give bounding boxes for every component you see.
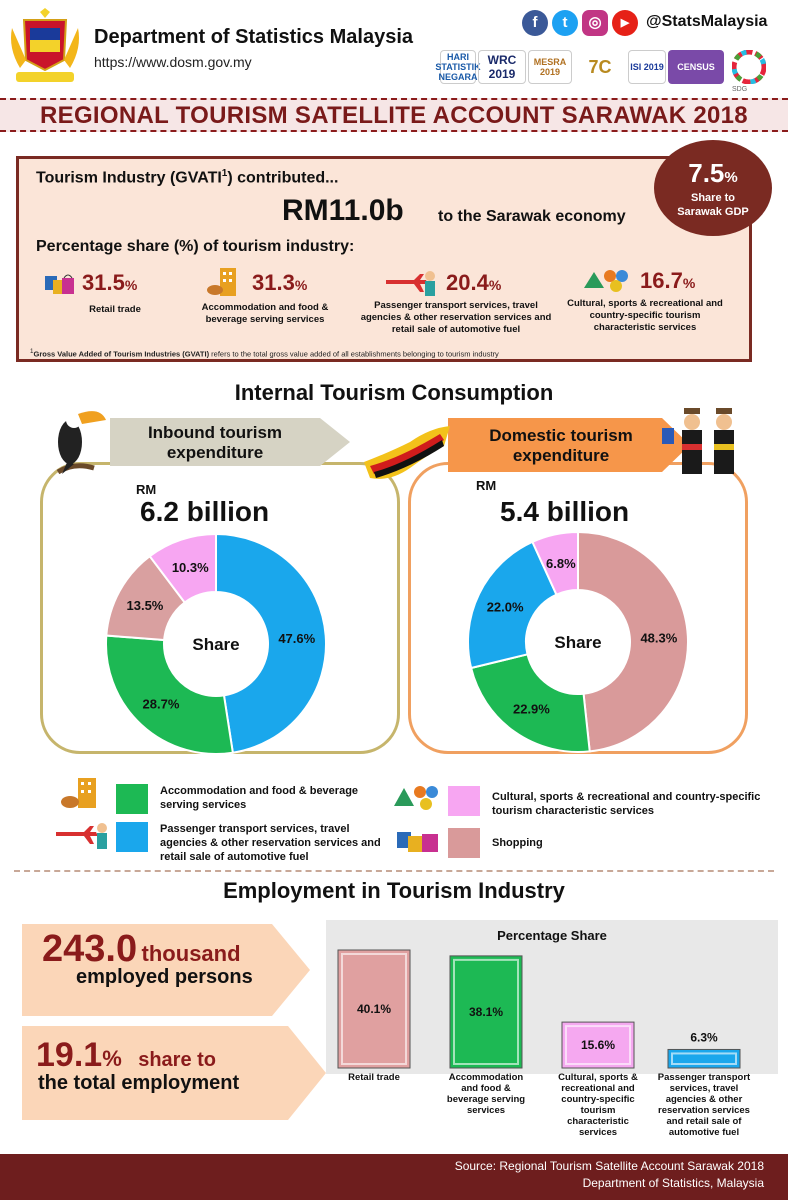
legend-transport: Passenger transport services, travel agencies & other reservation services and retail sale of automotive fuel [160, 823, 381, 863]
census-logo: CENSUS [668, 50, 724, 84]
bar-category-label-1: Accommodation and food & beverage serving services [446, 1072, 526, 1116]
sarawak-map-flag-icon [360, 422, 456, 486]
hotel-food-icon [60, 776, 106, 810]
domestic-rm: RM [476, 478, 497, 493]
inbound-amount: 6.2 billion [140, 496, 270, 527]
gdp-share-badge [654, 140, 772, 236]
employment-share-label: the total employment [38, 1072, 240, 1094]
employed-persons-callout: 243.0 thousand [42, 928, 241, 970]
share-transport-label: Passenger transport services, travel agencies & other reservation services and retail sale of automotive fuel [360, 300, 552, 335]
inbound-center-label: Share [192, 635, 240, 654]
legend-swatch-shopping [448, 828, 480, 858]
isi-logo: ISI 2019 [628, 50, 666, 84]
domestic-slice-label-3: 6.8% [546, 555, 576, 571]
legend-cultural: Cultural, sports & recreational and country-specific tourism characteristic services [492, 791, 761, 817]
shopping-bags-icon [44, 270, 76, 298]
traditional-dancers-icon [662, 404, 750, 480]
share-cultural-value: 16.7% [640, 268, 696, 293]
domestic-banner: Domestic tourism expenditure [489, 426, 633, 465]
youtube-icon[interactable]: ▶ [612, 10, 638, 36]
page-title: REGIONAL TOURISM SATELLITE ACCOUNT SARAWAK 2018 [40, 102, 748, 129]
share-retail-value: 31.5% [82, 270, 138, 295]
gvati-amount: RM11.0b [282, 194, 404, 227]
airplane-traveller-icon [54, 818, 110, 852]
footer-source: Source: Regional Tourism Satellite Account Sarawak 2018 [454, 1159, 764, 1173]
bar-3 [668, 1049, 740, 1068]
culture-sports-icon [392, 780, 444, 812]
share-cultural-label: Cultural, sports & recreational and country-specific tourism characteristic services [567, 298, 723, 333]
employment-title: Employment in Tourism Industry [223, 878, 565, 903]
footer [0, 1154, 788, 1200]
sdg-label: SDG [732, 86, 748, 93]
shopping-bags-icon [396, 826, 442, 856]
airplane-traveller-icon [384, 266, 438, 298]
legend-swatch-cultural [448, 786, 480, 816]
inbound-slice-label-3: 10.3% [171, 560, 209, 576]
facebook-icon[interactable]: f [522, 10, 548, 36]
gvati-footnote: $^1$Gross Value Added of Tourism Industries (GVATI) refers to the total gross value added of all establishments belonging to tourism industry [30, 348, 499, 359]
share-transport-value: 20.4% [446, 270, 502, 295]
statistics-day-logo: HARI STATISTIK NEGARA [435, 52, 481, 82]
employment-share-callout: 19.1% share to [36, 1036, 217, 1074]
legend-swatch-transport [116, 822, 148, 852]
employment-chart-title: Percentage Share [497, 928, 607, 943]
bar-value-2: 15.6% [580, 1038, 616, 1053]
hotel-food-icon [206, 266, 242, 298]
domestic-donut-chart [466, 530, 690, 754]
bar-value-0: 40.1% [356, 1002, 392, 1016]
share-accommodation-label: Accommodation and food & beverage serving services [201, 302, 329, 325]
domestic-amount: 5.4 billion [500, 496, 630, 527]
inbound-slice-label-0: 47.6% [278, 630, 316, 646]
bar-category-label-0: Retail trade [348, 1072, 400, 1083]
legend-swatch-accommodation [116, 784, 148, 814]
instagram-icon[interactable]: ◎ [582, 10, 608, 36]
wrc-logo: WRC 2019 [478, 50, 526, 84]
employment-bar-chart [326, 940, 778, 1150]
internal-tourism-title: Internal Tourism Consumption [234, 380, 554, 405]
inbound-banner: Inbound tourism expenditure [147, 423, 283, 462]
domestic-slice-label-2: 22.0% [486, 599, 524, 615]
hornbill-bird-icon [44, 402, 110, 480]
share-retail-label: Retail trade [89, 304, 141, 315]
social-handle: @StatsMalaysia [646, 13, 768, 30]
gvati-intro: Tourism Industry (GVATI$^1$) contributed... [36, 168, 339, 187]
bar-value-3: 6.3% [690, 1030, 718, 1045]
gdp-pct: % [724, 169, 738, 186]
mesra-logo: MESRA 2019 [528, 50, 572, 84]
bar-category-label-2: Cultural, sports & recreational and country-specific tourism characteristic services [558, 1072, 638, 1138]
gdp-value: 7.5 [688, 158, 725, 188]
inbound-donut-chart [104, 532, 328, 756]
domestic-slice-label-0: 48.3% [640, 630, 678, 646]
domestic-center-label: Share [554, 633, 602, 652]
bar-value-1: 38.1% [468, 1004, 504, 1019]
bar-category-label-3: Passenger transport services, travel agencies & other reservation services and retail sale of automotive fuel [657, 1072, 751, 1138]
malaysia-crest-logo [6, 8, 84, 88]
website-link[interactable]: https://www.dosm.gov.my [94, 54, 252, 70]
footer-org: Department of Statistics, Malaysia [582, 1176, 764, 1190]
gvati-amount-suffix: to the Sarawak economy [438, 208, 626, 225]
sdg-wheel-icon [732, 50, 766, 84]
twitter-icon[interactable]: t [552, 10, 578, 36]
culture-sports-icon [582, 264, 634, 294]
inbound-rm: RM [136, 482, 157, 497]
legend-shopping: Shopping [492, 837, 543, 849]
organization-name: Department of Statistics Malaysia [94, 26, 413, 48]
inbound-slice-label-2: 13.5% [126, 598, 164, 614]
gdp-label: Share to Sarawak GDP [677, 192, 749, 218]
section-divider [14, 870, 774, 872]
share-accommodation-value: 31.3% [252, 270, 308, 295]
inbound-slice-label-1: 28.7% [142, 696, 180, 712]
legend-accommodation: Accommodation and food & beverage serving services [160, 785, 359, 811]
anniversary-logo: 7C [588, 56, 612, 77]
employed-persons-label: employed persons [76, 966, 253, 988]
domestic-slice-label-1: 22.9% [512, 701, 550, 717]
share-heading: Percentage share (%) of tourism industry: [36, 238, 355, 255]
